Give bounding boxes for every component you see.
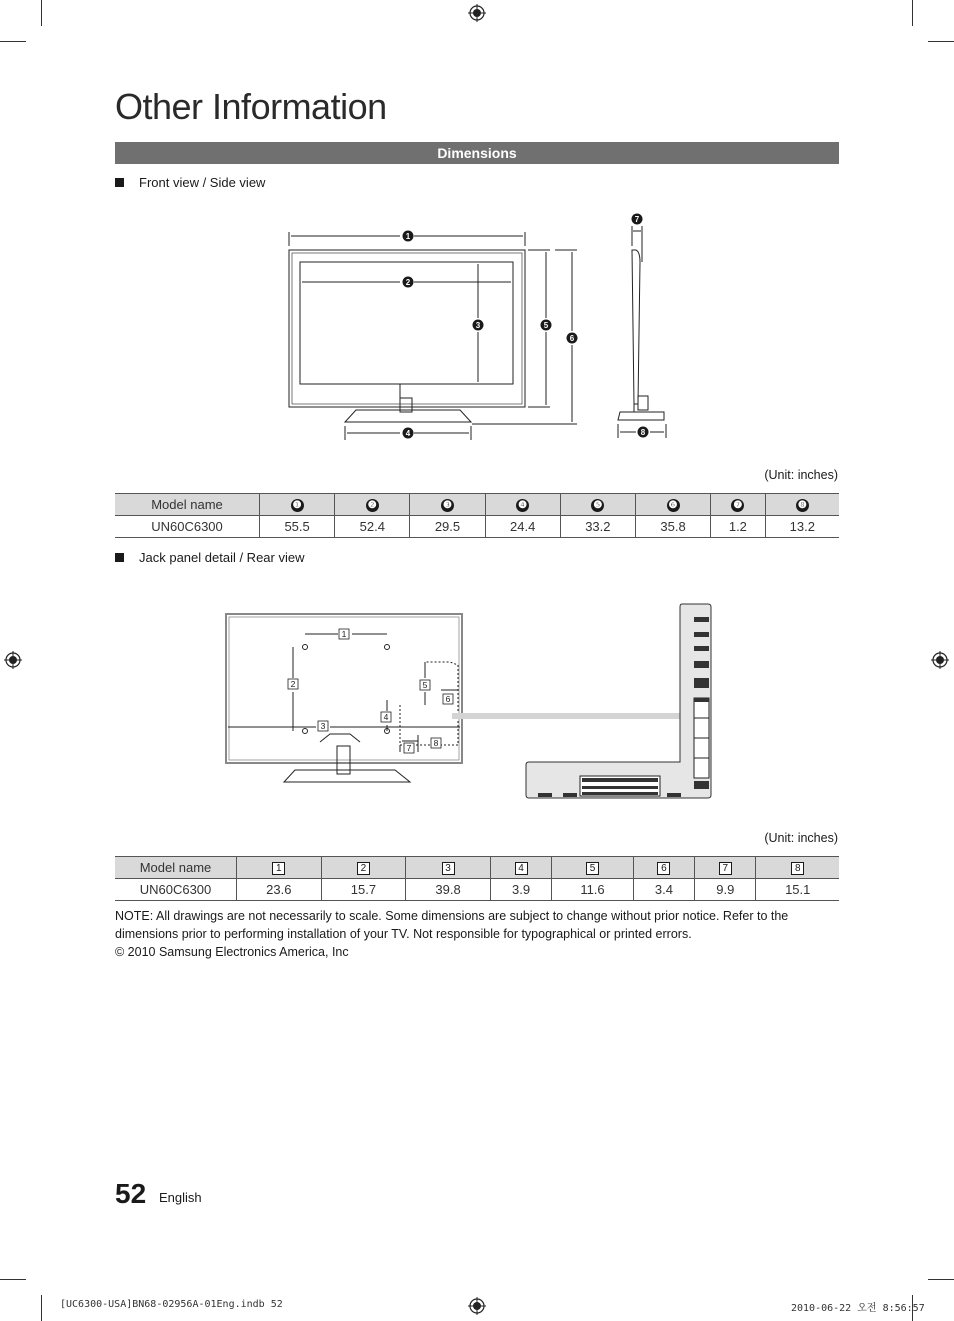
table-cell: 55.5 (260, 516, 335, 538)
table-header-label: ❸ (441, 499, 454, 512)
table-header-label: ❹ (516, 499, 529, 512)
table-header-cell (633, 857, 694, 879)
table-cell: 23.6 (237, 879, 322, 901)
rear-view-heading (115, 550, 304, 565)
svg-text:1: 1 (405, 232, 411, 241)
section-bar: Dimensions (115, 142, 839, 164)
table-header-label: 6 (657, 862, 670, 875)
table-header-cell (490, 857, 551, 879)
table-cell: 52.4 (335, 516, 410, 538)
page-title: Other Information (115, 86, 387, 127)
crop-mark (928, 41, 954, 42)
table-header-label: ❺ (591, 499, 604, 512)
table-header-cell (260, 494, 335, 516)
table-header-label: ❶ (291, 499, 304, 512)
table-header-cell (115, 857, 237, 879)
table-cell: 29.5 (410, 516, 485, 538)
svg-text:4: 4 (383, 712, 389, 722)
table-cell: 39.8 (406, 879, 491, 901)
svg-text:7: 7 (406, 743, 412, 753)
svg-text:6: 6 (569, 334, 575, 343)
table-header-label: 5 (586, 862, 599, 875)
table-header-label: Model name (139, 860, 212, 875)
svg-text:1: 1 (341, 629, 347, 639)
table-cell: 15.7 (321, 879, 406, 901)
table-header-cell (635, 494, 710, 516)
svg-text:8: 8 (433, 738, 439, 748)
table-cell: 11.6 (552, 879, 634, 901)
front-view-heading-text: Front view / Side view (139, 175, 266, 190)
table-header-label: ❽ (796, 499, 809, 512)
crop-mark (928, 1279, 954, 1280)
svg-text:4: 4 (405, 429, 411, 438)
table-header-cell (335, 494, 410, 516)
front-side-view-diagram (270, 205, 690, 445)
table-cell: 15.1 (756, 879, 839, 901)
table-cell: UN60C6300 (115, 516, 260, 538)
crop-mark (912, 0, 913, 26)
note-text: NOTE: All drawings are not necessarily to scale. Some dimensions are subject to change without prior notice. Refer to the dimensions prior to performing installation of your TV. Not responsible for typographical or printed errors. (115, 909, 789, 941)
registration-mark-icon (468, 1297, 486, 1315)
table-header-label: ❷ (366, 499, 379, 512)
table-header-label: 2 (357, 862, 370, 875)
footer-timestamp: 2010-06-22 오전 8:56:57 (791, 1303, 925, 1314)
table-header-cell (695, 857, 756, 879)
table-header-label: Model name (151, 497, 223, 512)
table-header-label: 4 (515, 862, 528, 875)
svg-text:8: 8 (640, 428, 646, 437)
table-cell: 33.2 (560, 516, 635, 538)
table-header-cell (115, 494, 260, 516)
footer-file-info: [UC6300-USA]BN68-02956A-01Eng.indb 52 (60, 1299, 283, 1310)
table-header-cell (560, 494, 635, 516)
svg-text:5: 5 (422, 680, 428, 690)
table-cell: 13.2 (765, 516, 839, 538)
table-header-cell (711, 494, 766, 516)
page-number: 52 (115, 1178, 147, 1209)
table-header-cell (765, 494, 839, 516)
crop-mark (41, 0, 42, 26)
crop-mark (41, 1295, 42, 1321)
bullet-square-icon (115, 553, 124, 562)
svg-text:5: 5 (543, 321, 549, 330)
table-cell: 1.2 (711, 516, 766, 538)
bullet-square-icon (115, 178, 124, 187)
copyright-text: © 2010 Samsung Electronics America, Inc (115, 945, 349, 959)
front-view-heading (115, 175, 265, 190)
table-header-cell (321, 857, 406, 879)
table-header-cell (410, 494, 485, 516)
table-header-cell (406, 857, 491, 879)
table-cell: 24.4 (485, 516, 560, 538)
svg-text:6: 6 (445, 694, 451, 704)
table-header-label: ❼ (731, 499, 744, 512)
rear-view-table (115, 856, 839, 901)
svg-text:3: 3 (475, 321, 481, 330)
table-header-label: 7 (719, 862, 732, 875)
table-header-cell (237, 857, 322, 879)
table-header-cell (552, 857, 634, 879)
page-language: English (159, 1190, 202, 1205)
svg-text:7: 7 (634, 215, 640, 224)
crop-mark (0, 41, 26, 42)
registration-mark-icon (468, 4, 486, 22)
table-row (115, 516, 839, 538)
front-view-table (115, 493, 839, 538)
svg-text:2: 2 (290, 679, 296, 689)
crop-mark (0, 1279, 26, 1280)
table-header-cell (756, 857, 839, 879)
registration-mark-icon (4, 651, 22, 669)
table-row (115, 879, 839, 901)
table-cell: 3.9 (490, 879, 551, 901)
table-cell: UN60C6300 (115, 879, 237, 901)
table-header-cell (485, 494, 560, 516)
table-header-label: 3 (442, 862, 455, 875)
front-view-unit: (Unit: inches) (764, 468, 838, 482)
table-cell: 9.9 (695, 879, 756, 901)
rear-view-unit: (Unit: inches) (764, 831, 838, 845)
table-cell: 3.4 (633, 879, 694, 901)
rear-view-diagram (220, 598, 720, 808)
svg-text:3: 3 (320, 721, 326, 731)
registration-mark-icon (931, 651, 949, 669)
table-cell: 35.8 (635, 516, 710, 538)
table-header-label: 1 (272, 862, 285, 875)
table-header-label: 8 (791, 862, 804, 875)
table-header-label: ❻ (667, 499, 680, 512)
svg-text:2: 2 (405, 278, 411, 287)
rear-view-heading-text: Jack panel detail / Rear view (139, 550, 305, 565)
note-block (115, 908, 839, 962)
